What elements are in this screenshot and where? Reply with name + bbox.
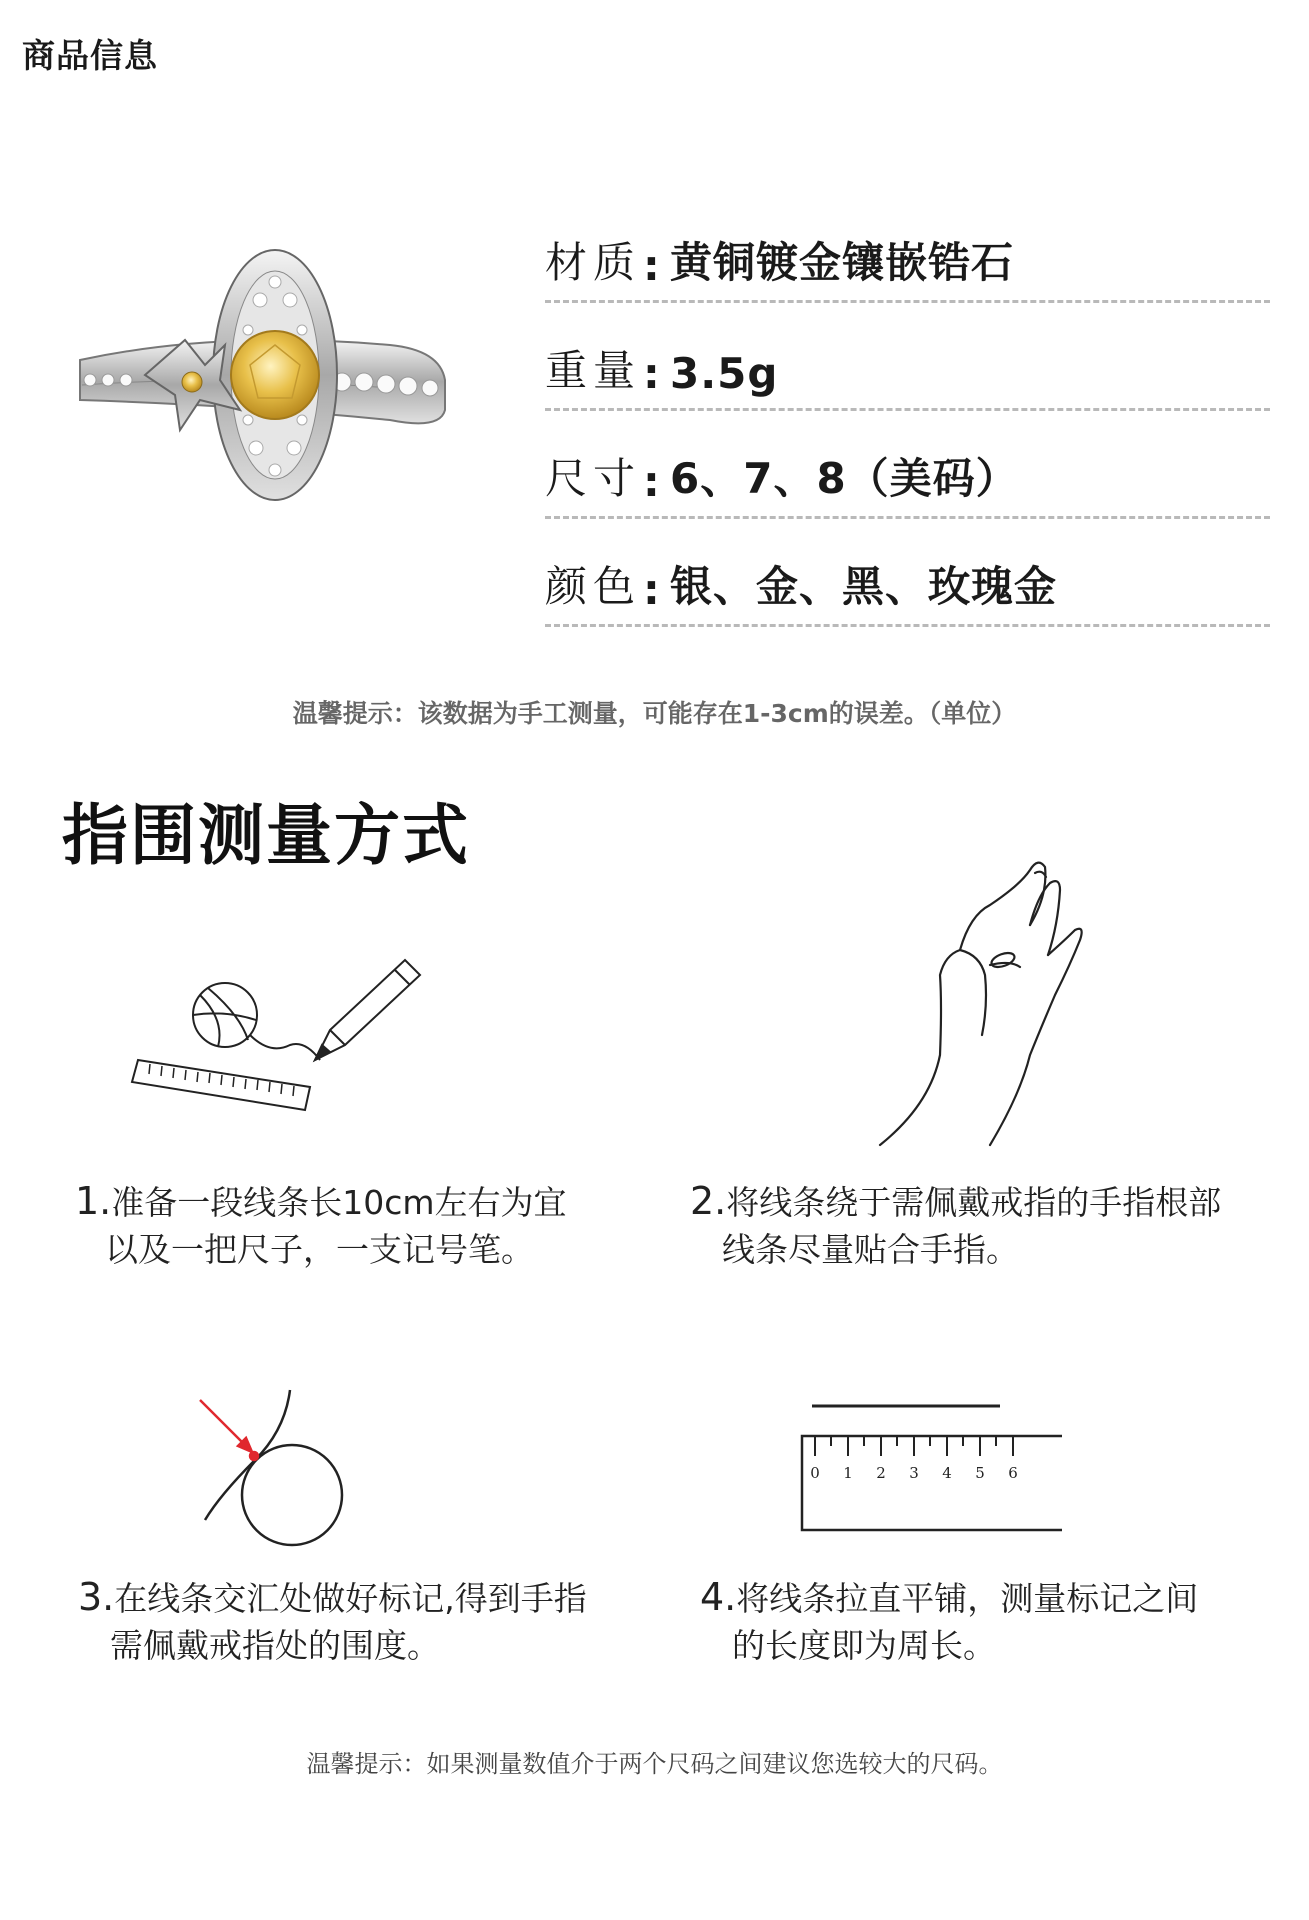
step-text: 的长度即为周长。 xyxy=(732,1626,996,1665)
step-text: 将线条拉直平铺，测量标记之间 xyxy=(736,1579,1199,1618)
step-text: 将线条绕于需佩戴戒指的手指根部 xyxy=(726,1183,1222,1222)
loop-mark-icon xyxy=(190,1390,390,1580)
size-tip: 温馨提示：如果测量数值介于两个尺码之间建议您选较大的尺码。 xyxy=(306,1750,1003,1778)
ruler-tick-label: 1 xyxy=(843,1464,853,1482)
spec-value: 6、7、8（美码） xyxy=(670,454,1019,503)
spec-row-color xyxy=(545,519,1270,627)
ruler-tick-label: 4 xyxy=(942,1464,952,1482)
measurement-heading: 指围测量方式 xyxy=(62,797,470,874)
step-text: 以及一把尺子，一支记号笔。 xyxy=(105,1230,534,1269)
spec-label: 重量 xyxy=(545,346,642,395)
spec-row-material xyxy=(545,195,1270,303)
spec-value: 黄铜镀金镶嵌锆石 xyxy=(670,238,1015,287)
step-text: 线条尽量贴合手指。 xyxy=(722,1230,1019,1269)
step-2 xyxy=(690,1178,1221,1273)
spec-label: 尺寸 xyxy=(545,454,642,503)
step-number: 4. xyxy=(700,1575,737,1619)
ruler-icon xyxy=(800,1400,1080,1540)
step-number: 3. xyxy=(78,1575,115,1619)
spec-label: 材质 xyxy=(545,238,642,287)
ruler-tick-label: 2 xyxy=(876,1464,886,1482)
spec-value: 3.5g xyxy=(670,349,779,398)
step-3 xyxy=(78,1574,587,1669)
yarn-ruler-pencil-icon xyxy=(130,960,450,1130)
spec-row-size xyxy=(545,411,1270,519)
ruler-tick-label: 3 xyxy=(909,1464,919,1482)
spec-row-weight xyxy=(545,303,1270,411)
ring-image xyxy=(60,270,460,590)
spec-label: 颜色 xyxy=(545,562,642,611)
hand-icon xyxy=(870,855,1100,1155)
step-text: 准备一段线条长10cm左右为宜 xyxy=(111,1183,567,1222)
spec-separator: : xyxy=(643,565,660,614)
spec-separator: : xyxy=(643,349,660,398)
step-4 xyxy=(700,1574,1198,1669)
spec-table xyxy=(545,195,1270,627)
step-text: 在线条交汇处做好标记,得到手指 xyxy=(114,1579,587,1618)
ruler-tick-label: 5 xyxy=(975,1464,985,1482)
step-number: 2. xyxy=(690,1179,727,1223)
spec-separator: : xyxy=(643,241,660,290)
step-number: 1. xyxy=(75,1179,112,1223)
ruler-tick-label: 6 xyxy=(1008,1464,1018,1482)
measurement-tip: 温馨提示：该数据为手工测量，可能存在1-3cm的误差。（单位） xyxy=(292,699,1017,728)
step-1 xyxy=(75,1178,567,1273)
ruler-tick-label: 0 xyxy=(810,1464,820,1482)
spec-separator: : xyxy=(643,457,660,506)
spec-value: 银、金、黑、玫瑰金 xyxy=(670,562,1058,611)
section-title: 商品信息 xyxy=(22,36,158,75)
step-text: 需佩戴戒指处的围度。 xyxy=(110,1626,440,1665)
